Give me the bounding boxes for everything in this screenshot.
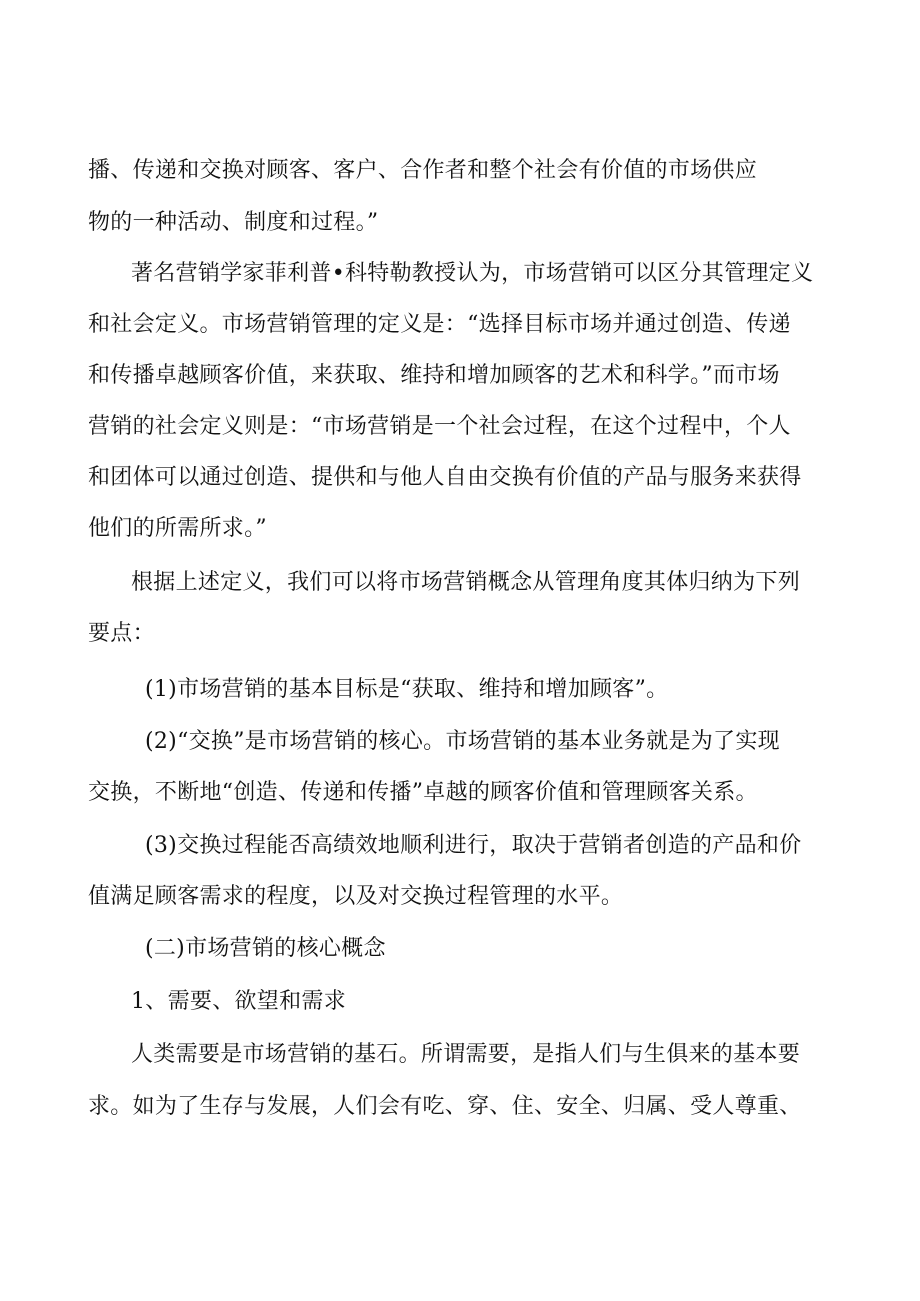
text-line: 物的一种活动、制度和过程。”	[88, 210, 379, 235]
text-line: 著名营销学家菲利普•科特勒教授认为，市场营销可以区分其管理定义	[131, 261, 814, 286]
list-item: (1)市场营销的基本目标是“获取、维持和增加顾客”。	[145, 677, 669, 702]
text-line: 和传播卓越顾客价值，来获取、维持和增加顾客的艺术和科学。”而市场	[88, 363, 780, 388]
text-line: 营销的社会定义则是：“市场营销是一个社会过程，在这个过程中，个人	[88, 414, 791, 439]
text-line: 要点：	[88, 621, 155, 646]
text-line: 人类需要是市场营销的基石。所谓需要，是指人们与生俱来的基本要	[131, 1042, 801, 1067]
section-heading: (二)市场营销的核心概念	[145, 936, 386, 961]
subsection-heading: 1、需要、欲望和需求	[131, 989, 346, 1014]
text-line: 求。如为了生存与发展，人们会有吃、穿、住、安全、归属、受人尊重、	[88, 1094, 802, 1119]
list-item: (3)交换过程能否高绩效地顺利进行，取决于营销者创造的产品和价	[145, 833, 802, 858]
text-line: 和社会定义。市场营销管理的定义是：“选择目标市场并通过创造、传递	[88, 312, 791, 337]
list-item: (2)“交换”是市场营销的核心。市场营销的基本业务就是为了实现	[145, 729, 780, 754]
text-line: 值满足顾客需求的程度，以及对交换过程管理的水平。	[88, 884, 624, 909]
text-line: 他们的所需所求。”	[88, 516, 267, 541]
text-line: 和团体可以通过创造、提供和与他人自由交换有价值的产品与服务来获得	[88, 465, 802, 490]
text-line: 播、传递和交换对顾客、客户、合作者和整个社会有价值的市场供应	[88, 158, 758, 183]
text-line: 根据上述定义，我们可以将市场营销概念从管理角度其体归纳为下列	[131, 570, 801, 595]
text-line: 交换，不断地“创造、传递和传播”卓越的顾客价值和管理顾客关系。	[88, 780, 758, 805]
